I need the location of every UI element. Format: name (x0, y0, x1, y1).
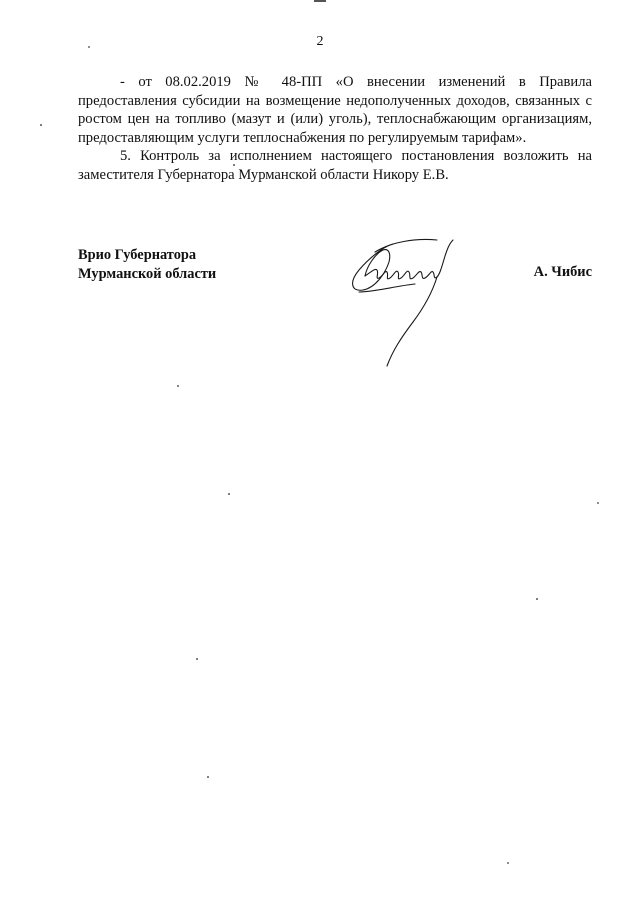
paragraph-dash-item: - от 08.02.2019 № 48-ПП «О внесении изменений в Правила предоставления субсидии на возмещение недополученных доходов, связанных с ростом цен на топливо (мазут и (или) уголь), теплоснабжающим организациям, предоставляющим услуги теплоснабжения по регулируемым тарифам». (78, 74, 592, 146)
page-number: 2 (316, 34, 324, 49)
scan-speck (207, 776, 209, 778)
signer-title-line-1: Врио Губернатора (78, 247, 197, 263)
scan-speck (228, 493, 230, 495)
scan-mark (314, 0, 326, 2)
scan-speck (196, 658, 198, 660)
scan-speck (597, 502, 599, 504)
document-body (78, 73, 592, 185)
scan-speck (507, 862, 509, 864)
scan-speck (177, 385, 179, 387)
signer-name: А. Чибис (533, 264, 592, 280)
scan-speck (40, 124, 42, 126)
scan-speck (536, 598, 538, 600)
scan-speck (88, 46, 90, 48)
signature-block (78, 246, 592, 286)
paragraph-item-5: 5. Контроль за исполнением настоящего постановления возложить на заместителя Губернатора Мурманской области Никору Е.В. (78, 148, 592, 183)
signer-title-line-2: Мурманской области (78, 265, 217, 282)
handwritten-signature (345, 226, 465, 372)
scan-speck (233, 164, 235, 166)
